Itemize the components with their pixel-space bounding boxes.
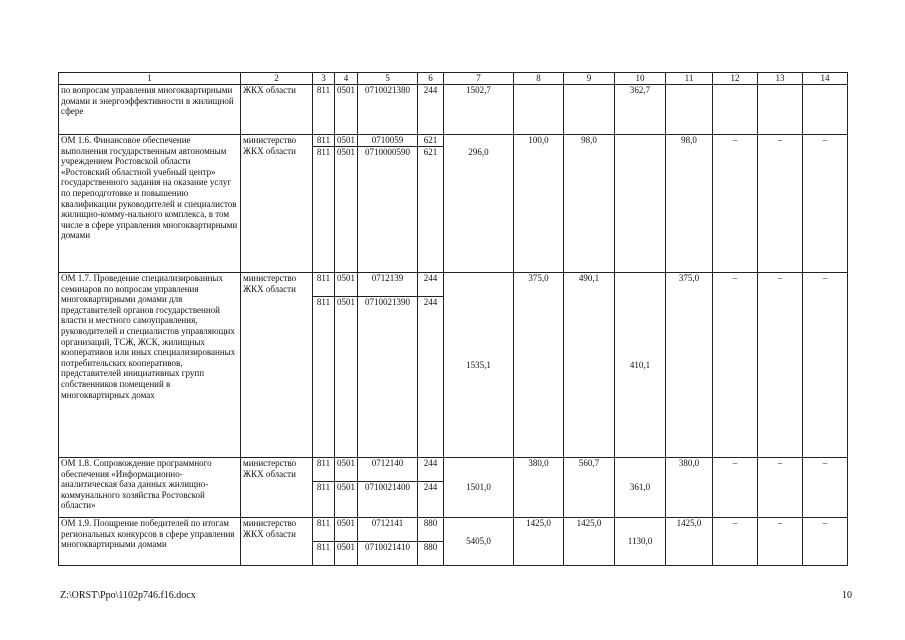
code-cell: 880: [418, 542, 444, 566]
code-cell: 0710021390: [358, 297, 418, 458]
amount-cell: 1425,0: [564, 518, 615, 566]
amount-cell: [803, 85, 848, 135]
code-cell: 0710059: [358, 135, 418, 147]
amount-cell: [666, 85, 713, 135]
code-cell: 811: [313, 85, 335, 135]
header-cell: 7: [444, 73, 514, 85]
measure-description: ОМ 1.7. Проведение специализированных семинаров по вопросам управления многоквартирными домами для представителей органов государственной власти и местного самоуправления, руководителей и специалистов управляющих организаций, ТСЖ, ЖСК, жилищных кооперативов или иных специализированных потребительских кооперативов, представителей инициативных групп собственников помещений в многоквартирных домах: [59, 273, 241, 458]
header-cell: 8: [514, 73, 564, 85]
executor-cell: министерство ЖКХ области: [241, 458, 313, 518]
code-cell: 0501: [335, 85, 358, 135]
code-cell: 0501: [335, 518, 358, 542]
header-cell: 11: [666, 73, 713, 85]
amount-cell: 380,0: [666, 458, 713, 518]
amount-cell: [444, 135, 514, 147]
amount-cell: 375,0: [514, 273, 564, 458]
header-cell: 5: [358, 73, 418, 85]
amount-cell: –: [758, 135, 803, 273]
measure-description: по вопросам управления многоквартирными домами и энергоэффективности в жилищной сфере: [59, 85, 241, 135]
header-cell: 14: [803, 73, 848, 85]
header-cell: 6: [418, 73, 444, 85]
amount-cell: 1501,0: [444, 458, 514, 518]
code-cell: 0710021400: [358, 482, 418, 518]
amount-cell: 1425,0: [666, 518, 713, 566]
amount-cell: 361,0: [615, 458, 666, 518]
amount-cell: [758, 85, 803, 135]
code-cell: 811: [313, 482, 335, 518]
code-cell: 0501: [335, 482, 358, 518]
code-cell: 621: [418, 147, 444, 273]
amount-cell: [713, 85, 758, 135]
header-cell: 1: [59, 73, 241, 85]
amount-cell: –: [758, 273, 803, 458]
code-cell: 244: [418, 458, 444, 482]
code-cell: 0501: [335, 273, 358, 297]
measure-description: ОМ 1.6. Финансовое обеспечение выполнения государственным автономным учреждением Ростовской области «Ростовский областной учебный центр» государственного задания на оказание услуг по переподготовке и повышению квалификации руководителей и специалистов жилищно-комму-нального комплекса, в том числе в сфере управления многоквартирными домами: [59, 135, 241, 273]
code-cell: 0501: [335, 135, 358, 147]
code-cell: 0710021410: [358, 542, 418, 566]
code-cell: 0501: [335, 147, 358, 273]
header-cell: 10: [615, 73, 666, 85]
executor-cell: министерство ЖКХ области: [241, 273, 313, 458]
code-cell: 621: [418, 135, 444, 147]
code-cell: 811: [313, 147, 335, 273]
header-cell: 12: [713, 73, 758, 85]
amount-cell: 1535,1: [444, 273, 514, 458]
header-cell: 13: [758, 73, 803, 85]
amount-cell: 5405,0: [444, 518, 514, 566]
code-cell: 0501: [335, 458, 358, 482]
table-row: [59, 273, 848, 297]
code-cell: 0712139: [358, 273, 418, 297]
code-cell: 811: [313, 273, 335, 297]
amount-cell: [564, 85, 615, 135]
code-cell: 811: [313, 518, 335, 542]
amount-cell: 1425,0: [514, 518, 564, 566]
amount-cell: –: [803, 273, 848, 458]
amount-cell: 490,1: [564, 273, 615, 458]
amount-cell: [615, 135, 666, 273]
header-cell: 4: [335, 73, 358, 85]
code-cell: 811: [313, 458, 335, 482]
amount-cell: –: [803, 458, 848, 518]
table-row: [59, 85, 848, 135]
amount-cell: –: [758, 518, 803, 566]
amount-cell: 1502,7: [444, 85, 514, 135]
code-cell: 0712140: [358, 458, 418, 482]
amount-cell: –: [803, 135, 848, 273]
table-row: [59, 518, 848, 542]
code-cell: 880: [418, 518, 444, 542]
code-cell: 811: [313, 297, 335, 458]
header-row: [59, 73, 848, 85]
code-cell: 244: [418, 273, 444, 297]
amount-cell: –: [713, 273, 758, 458]
amount-cell: –: [713, 458, 758, 518]
amount-cell: [514, 85, 564, 135]
measure-description: ОМ 1.9. Поощрение победителей по итогам региональных конкурсов в сфере управления многоквартирными домами: [59, 518, 241, 566]
amount-cell: 100,0: [514, 135, 564, 273]
executor-cell: министерство ЖКХ области: [241, 518, 313, 566]
header-cell: 9: [564, 73, 615, 85]
amount-cell: –: [758, 458, 803, 518]
file-path: Z:\ORST\Ppo\1102p746.f16.docx: [60, 590, 196, 601]
table-row: [59, 458, 848, 482]
code-cell: 244: [418, 85, 444, 135]
amount-cell: 380,0: [514, 458, 564, 518]
code-cell: 0710000590: [358, 147, 418, 273]
code-cell: 0501: [335, 297, 358, 458]
executor-cell: министерство ЖКХ области: [241, 135, 313, 273]
code-cell: 811: [313, 542, 335, 566]
page-number: 10: [842, 590, 852, 601]
amount-cell: –: [803, 518, 848, 566]
code-cell: 0501: [335, 542, 358, 566]
amount-cell: 410,1: [615, 273, 666, 458]
code-cell: 244: [418, 297, 444, 458]
amount-cell: –: [713, 518, 758, 566]
table-row: [59, 135, 848, 147]
code-cell: 0712141: [358, 518, 418, 542]
amount-cell: 296,0: [444, 147, 514, 273]
amount-cell: 98,0: [564, 135, 615, 273]
code-cell: 811: [313, 135, 335, 147]
code-cell: 244: [418, 482, 444, 518]
amount-cell: 1130,0: [615, 518, 666, 566]
amount-cell: 98,0: [666, 135, 713, 273]
code-cell: 0710021380: [358, 85, 418, 135]
amount-cell: 560,7: [564, 458, 615, 518]
executor-cell: ЖКХ области: [241, 85, 313, 135]
budget-table: [58, 72, 848, 566]
header-cell: 2: [241, 73, 313, 85]
measure-description: ОМ 1.8. Сопровождение программного обеспечения «Информационно-аналитическая база данных жилищно-коммунального хозяйства Ростовской области»: [59, 458, 241, 518]
header-cell: 3: [313, 73, 335, 85]
amount-cell: –: [713, 135, 758, 273]
amount-cell: 375,0: [666, 273, 713, 458]
amount-cell: 362,7: [615, 85, 666, 135]
